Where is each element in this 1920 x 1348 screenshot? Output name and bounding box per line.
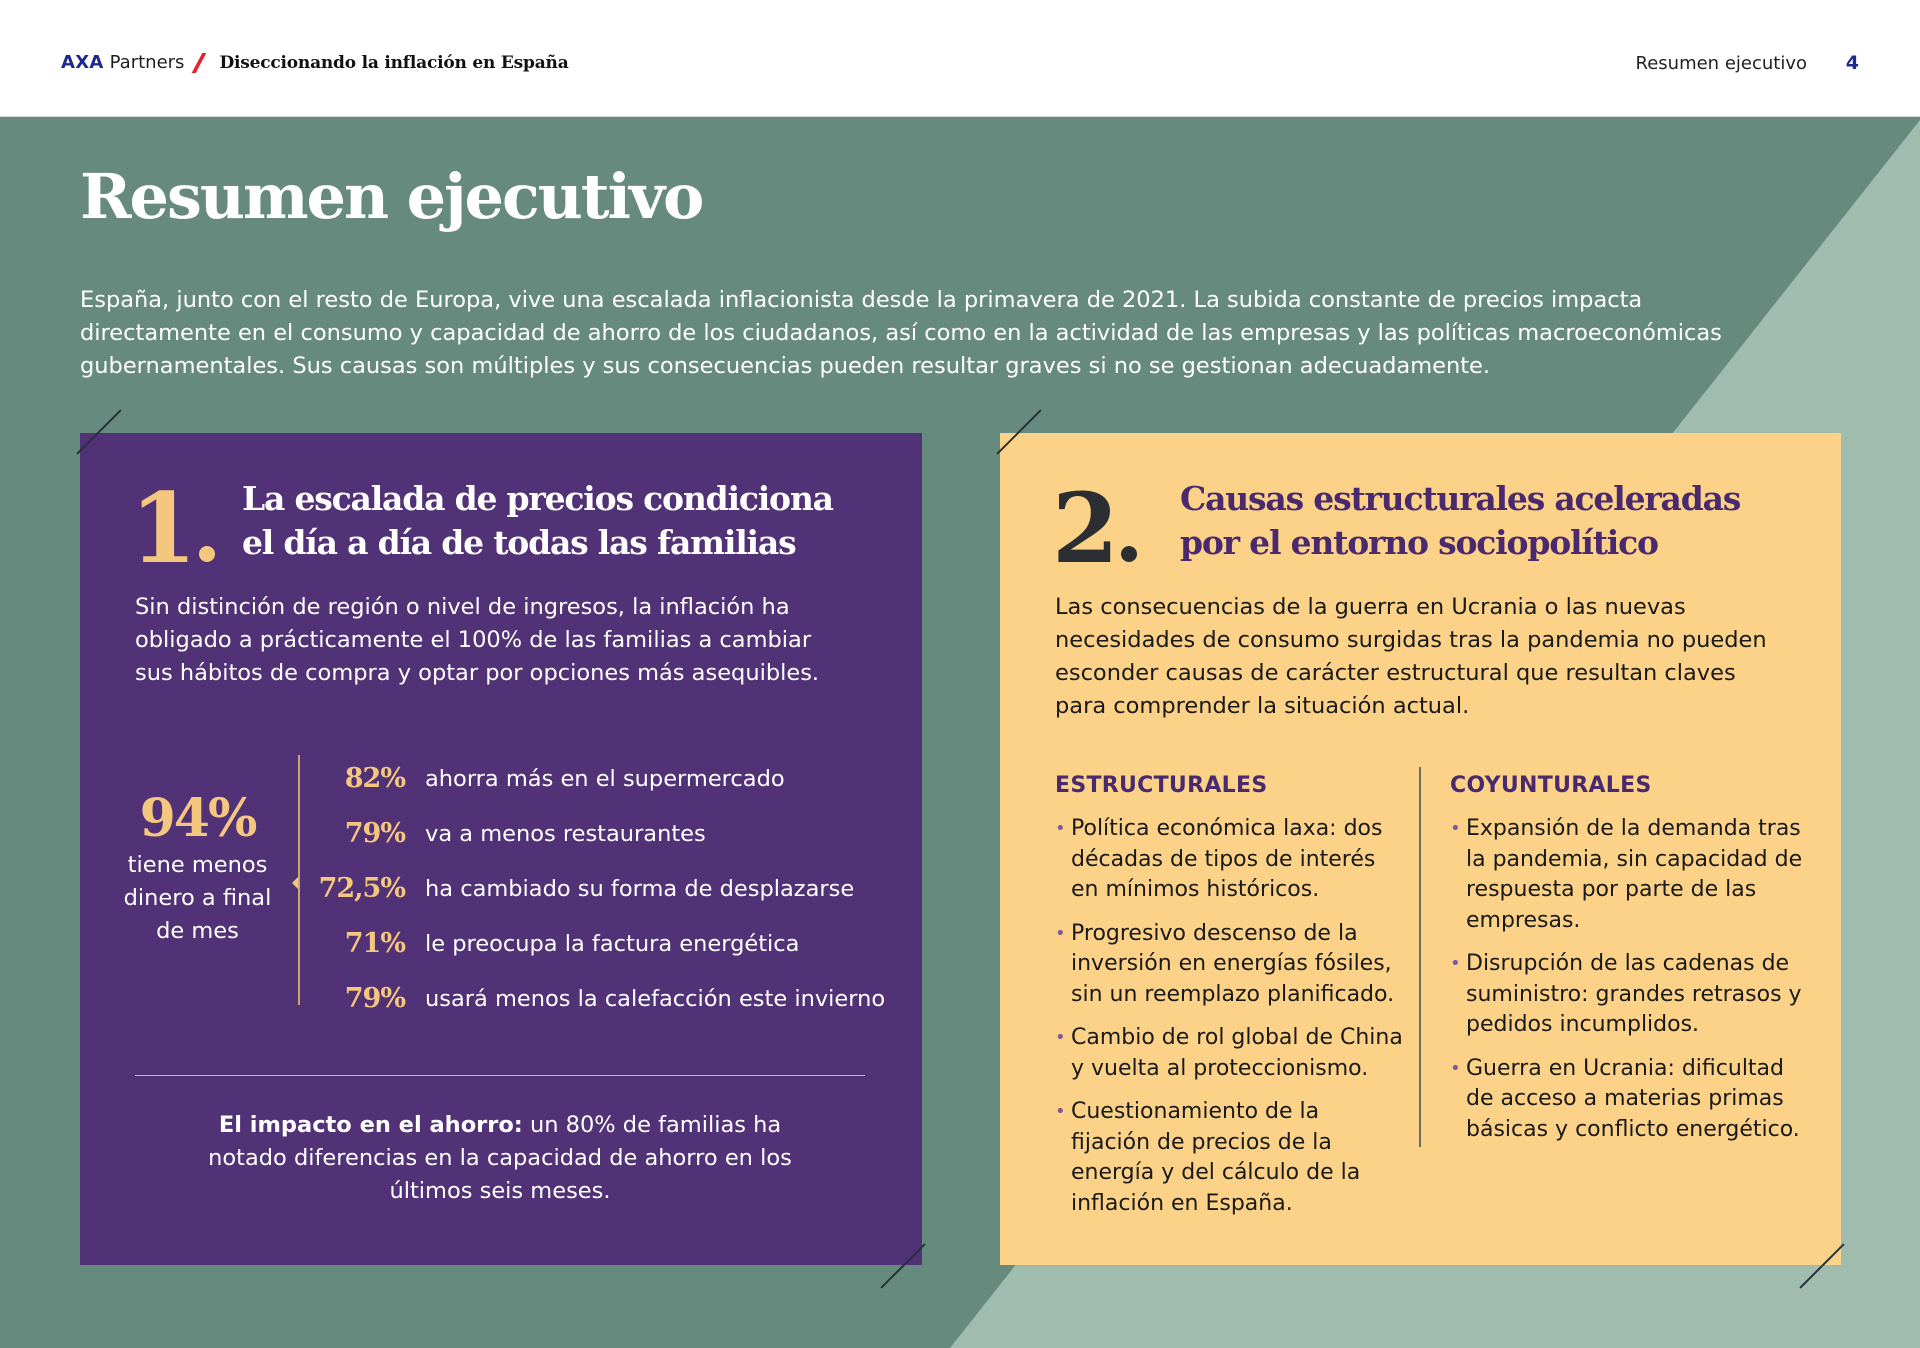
list-item: • Expansión de la demanda tras la pandemia, sin capacidad de respuesta por parte de las empresas. [1450,814,1810,936]
column-heading: COYUNTURALES [1450,773,1652,798]
section-name: Resumen ejecutivo [1635,53,1807,74]
brand-slash-icon [192,53,207,73]
main-stat [80,789,315,948]
impact-note [180,1109,820,1208]
dot-icon [199,546,215,562]
stat-row [310,916,910,971]
stat-value: 79% [344,983,405,1014]
card-number [1052,472,1137,585]
stat-divider [298,755,300,1005]
page-title: Resumen ejecutivo [80,160,703,233]
column-heading: ESTRUCTURALES [1055,773,1268,798]
stat-label: ahorra más en el supermercado [425,765,785,792]
page-number: 4 [1845,52,1859,74]
stat-value: 82% [344,763,405,794]
stat-value: 72,5% [318,873,405,904]
brand [61,52,569,73]
heading-line: La escalada de precios condiciona [242,479,833,518]
main-stat-value: 94% [139,788,256,849]
heading-line: por el entorno sociopolítico [1180,523,1658,562]
stat-row [310,751,910,806]
list-item: • Política económica laxa: dos décadas de tipos de interés en mínimos históricos. [1055,814,1405,906]
stat-row [310,806,910,861]
card-description: Sin distinción de región o nivel de ingresos, la inflación ha obligado a prácticamente el 100% de las familias a cambiar sus hábitos de compra y optar por opciones más asequibles. [135,594,820,686]
main-stat-label: tiene menos dinero a final de mes [123,852,272,944]
stat-label: le preocupa la factura energética [425,930,800,957]
list-item: • Guerra en Ucrania: dificultad de acceso a materias primas básicas y conflicto energético. [1450,1054,1810,1146]
list-item: • Progresivo descenso de la inversión en energías fósiles, sin un reemplazo planificado. [1055,919,1405,1011]
cyclical-list [1450,814,1810,1145]
intro-paragraph: España, junto con el resto de Europa, vive una escalada inflacionista desde la primavera de 2021. La subida constante de precios impacta directamente en el consumo y capacidad de ahorro de los ciudadanos, así como en la actividad de las empresas y las políticas macroeconómicas gubernamentales. Sus causas son múltiples y sus consecuencias pueden resultar graves si no se gestionan adecuadamente. [80,287,1722,379]
stat-label: usará menos la calefacción este invierno [425,985,886,1012]
divider-notch-icon [292,877,298,889]
stat-row [310,861,910,916]
stat-list [310,751,910,1026]
stat-value: 79% [344,818,405,849]
list-item: • Cambio de rol global de China y vuelta al proteccionismo. [1055,1023,1405,1084]
impact-text: un 80% de familias ha notado diferencias en la capacidad de ahorro en los últimos seis meses. [208,1112,792,1204]
card-price-escalation [80,433,922,1265]
card-description: Las consecuencias de la guerra en Ucrania o las nuevas necesidades de consumo surgidas tras la pandemia no pueden esconder causas de carácter estructural que resultan claves para comprender la situación actual. [1055,594,1767,719]
list-item: • Cuestionamiento de la fijación de precios de la energía y del cálculo de la inflación en España. [1055,1097,1405,1219]
card-structural-causes [1000,433,1841,1265]
stat-label: ha cambiado su forma de desplazarse [425,875,855,902]
card-number-value: 2 [1052,472,1113,585]
brand-partners: Partners [109,52,185,73]
structural-column [1055,773,1405,1232]
section-divider [135,1075,865,1076]
heading-line: el día a día de todas las familias [242,523,796,562]
stat-value: 71% [344,928,405,959]
heading-line: Causas estructurales aceleradas [1180,479,1741,518]
axa-logo: AXA [61,52,104,73]
card-number [130,472,215,585]
stat-label: va a menos restaurantes [425,820,706,847]
list-item: • Disrupción de las cadenas de suministro: grandes retrasos y pedidos incumplidos. [1450,949,1810,1041]
column-divider [1419,767,1421,1147]
dot-icon [1121,546,1137,562]
card-heading [1180,477,1800,565]
document-title: Diseccionando la inflación en España [219,52,569,73]
page-header [0,0,1920,117]
stat-row [310,971,910,1026]
card-heading [242,477,882,565]
cyclical-column [1450,773,1810,1158]
impact-label: El impacto en el ahorro: [218,1112,523,1138]
structural-list [1055,814,1405,1219]
card-number-value: 1 [130,472,191,585]
